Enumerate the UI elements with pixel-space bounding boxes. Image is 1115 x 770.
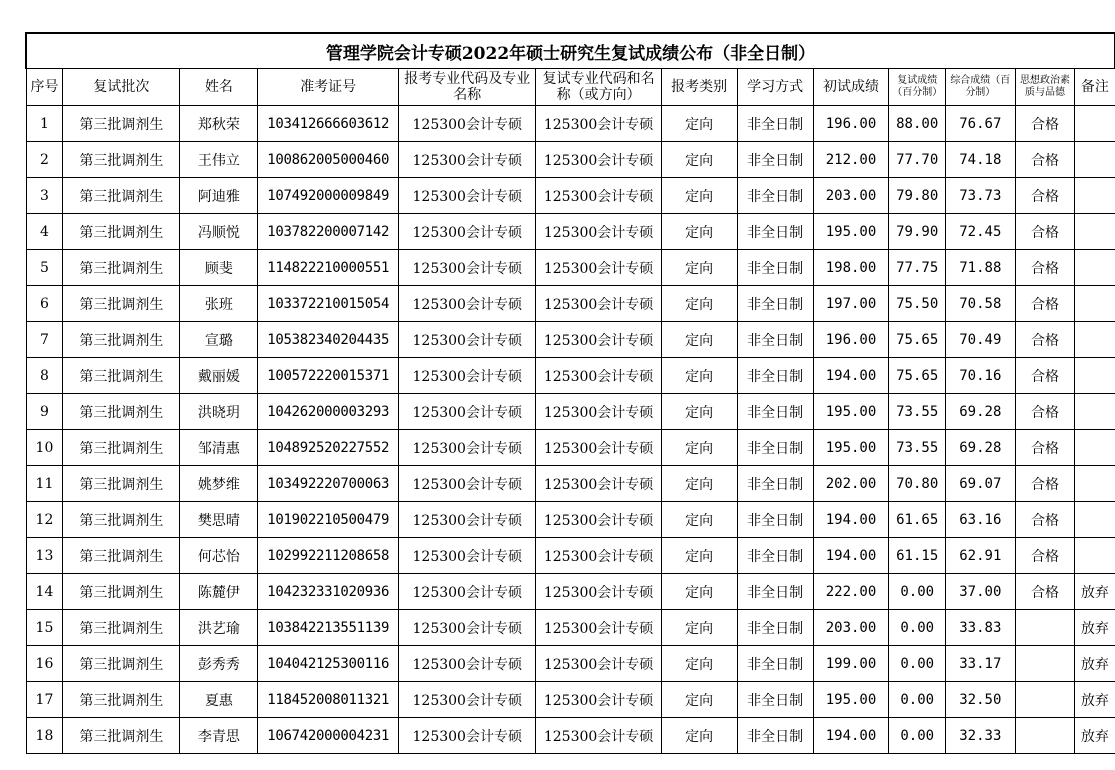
cell-name: 陈麓伊 — [180, 574, 258, 610]
cell-name: 阿迪雅 — [180, 178, 258, 214]
header-politics: 思想政治素质与品德 — [1015, 69, 1075, 106]
cell-total-score: 33.17 — [945, 646, 1015, 682]
table-row — [26, 682, 1115, 718]
cell-initial-score: 195.00 — [813, 214, 889, 250]
cell-category: 定向 — [661, 610, 737, 646]
cell-study-mode: 非全日制 — [737, 610, 813, 646]
cell-total-score: 70.16 — [945, 358, 1015, 394]
cell-retest-score: 0.00 — [889, 718, 945, 754]
cell-retest-major: 125300会计专硕 — [536, 178, 661, 214]
cell-batch: 第三批调剂生 — [63, 358, 180, 394]
cell-seq: 6 — [26, 286, 63, 322]
cell-remark — [1075, 106, 1115, 142]
cell-batch: 第三批调剂生 — [63, 394, 180, 430]
cell-apply-major: 125300会计专硕 — [398, 394, 536, 430]
cell-retest-score: 0.00 — [889, 646, 945, 682]
cell-remark — [1075, 358, 1115, 394]
cell-total-score: 74.18 — [945, 142, 1015, 178]
cell-seq: 2 — [26, 142, 63, 178]
cell-category: 定向 — [661, 574, 737, 610]
cell-seq: 7 — [26, 322, 63, 358]
cell-apply-major: 125300会计专硕 — [398, 574, 536, 610]
cell-retest-major: 125300会计专硕 — [536, 718, 661, 754]
cell-initial-score: 195.00 — [813, 682, 889, 718]
cell-apply-major: 125300会计专硕 — [398, 250, 536, 286]
cell-category: 定向 — [661, 646, 737, 682]
cell-seq: 5 — [26, 250, 63, 286]
table-row — [26, 610, 1115, 646]
cell-retest-major: 125300会计专硕 — [536, 214, 661, 250]
cell-total-score: 32.33 — [945, 718, 1015, 754]
cell-category: 定向 — [661, 106, 737, 142]
cell-retest-major: 125300会计专硕 — [536, 466, 661, 502]
cell-politics: 合格 — [1015, 286, 1075, 322]
results-sheet — [25, 32, 1115, 754]
cell-exam-id: 100862005000460 — [258, 142, 399, 178]
cell-total-score: 69.28 — [945, 394, 1015, 430]
cell-category: 定向 — [661, 322, 737, 358]
cell-apply-major: 125300会计专硕 — [398, 682, 536, 718]
cell-initial-score: 222.00 — [813, 574, 889, 610]
cell-seq: 10 — [26, 430, 63, 466]
cell-study-mode: 非全日制 — [737, 394, 813, 430]
cell-total-score: 69.07 — [945, 466, 1015, 502]
cell-retest-score: 73.55 — [889, 430, 945, 466]
cell-remark — [1075, 502, 1115, 538]
cell-exam-id: 103782200007142 — [258, 214, 399, 250]
cell-study-mode: 非全日制 — [737, 574, 813, 610]
cell-retest-score: 70.80 — [889, 466, 945, 502]
cell-name: 何芯怡 — [180, 538, 258, 574]
cell-retest-score: 77.75 — [889, 250, 945, 286]
table-row — [26, 358, 1115, 394]
header-retest-score: 复试成绩（百分制） — [889, 69, 945, 106]
header-remark: 备注 — [1075, 69, 1115, 106]
cell-apply-major: 125300会计专硕 — [398, 718, 536, 754]
cell-study-mode: 非全日制 — [737, 718, 813, 754]
cell-seq: 4 — [26, 214, 63, 250]
cell-retest-score: 0.00 — [889, 610, 945, 646]
cell-retest-major: 125300会计专硕 — [536, 394, 661, 430]
cell-name: 顾斐 — [180, 250, 258, 286]
cell-apply-major: 125300会计专硕 — [398, 358, 536, 394]
cell-apply-major: 125300会计专硕 — [398, 646, 536, 682]
cell-initial-score: 194.00 — [813, 358, 889, 394]
table-row — [26, 286, 1115, 322]
cell-category: 定向 — [661, 214, 737, 250]
cell-study-mode: 非全日制 — [737, 502, 813, 538]
cell-category: 定向 — [661, 286, 737, 322]
cell-name: 宣璐 — [180, 322, 258, 358]
cell-exam-id: 114822210000551 — [258, 250, 399, 286]
cell-politics: 合格 — [1015, 322, 1075, 358]
cell-apply-major: 125300会计专硕 — [398, 322, 536, 358]
cell-retest-score: 73.55 — [889, 394, 945, 430]
table-row — [26, 250, 1115, 286]
cell-retest-major: 125300会计专硕 — [536, 142, 661, 178]
cell-initial-score: 196.00 — [813, 106, 889, 142]
cell-exam-id: 103372210015054 — [258, 286, 399, 322]
table-row — [26, 142, 1115, 178]
cell-total-score: 72.45 — [945, 214, 1015, 250]
cell-remark: 放弃 — [1075, 574, 1115, 610]
cell-category: 定向 — [661, 358, 737, 394]
cell-apply-major: 125300会计专硕 — [398, 430, 536, 466]
cell-politics: 合格 — [1015, 574, 1075, 610]
table-row — [26, 574, 1115, 610]
results-table — [25, 32, 1115, 754]
cell-seq: 15 — [26, 610, 63, 646]
cell-initial-score: 196.00 — [813, 322, 889, 358]
cell-exam-id: 100572220015371 — [258, 358, 399, 394]
cell-study-mode: 非全日制 — [737, 646, 813, 682]
table-row — [26, 214, 1115, 250]
cell-study-mode: 非全日制 — [737, 142, 813, 178]
cell-category: 定向 — [661, 538, 737, 574]
cell-study-mode: 非全日制 — [737, 214, 813, 250]
cell-retest-score: 0.00 — [889, 682, 945, 718]
cell-batch: 第三批调剂生 — [63, 286, 180, 322]
cell-retest-score: 75.50 — [889, 286, 945, 322]
cell-apply-major: 125300会计专硕 — [398, 214, 536, 250]
cell-retest-score: 88.00 — [889, 106, 945, 142]
cell-study-mode: 非全日制 — [737, 106, 813, 142]
cell-remark: 放弃 — [1075, 682, 1115, 718]
cell-batch: 第三批调剂生 — [63, 430, 180, 466]
cell-name: 张班 — [180, 286, 258, 322]
cell-exam-id: 104892520227552 — [258, 430, 399, 466]
cell-apply-major: 125300会计专硕 — [398, 502, 536, 538]
cell-category: 定向 — [661, 250, 737, 286]
cell-initial-score: 195.00 — [813, 430, 889, 466]
cell-retest-score: 75.65 — [889, 358, 945, 394]
cell-politics: 合格 — [1015, 538, 1075, 574]
cell-category: 定向 — [661, 178, 737, 214]
cell-seq: 16 — [26, 646, 63, 682]
cell-exam-id: 103842213551139 — [258, 610, 399, 646]
cell-retest-major: 125300会计专硕 — [536, 106, 661, 142]
cell-study-mode: 非全日制 — [737, 466, 813, 502]
cell-retest-major: 125300会计专硕 — [536, 286, 661, 322]
cell-study-mode: 非全日制 — [737, 538, 813, 574]
cell-batch: 第三批调剂生 — [63, 502, 180, 538]
cell-exam-id: 104232331020936 — [258, 574, 399, 610]
cell-politics: 合格 — [1015, 430, 1075, 466]
cell-remark — [1075, 142, 1115, 178]
cell-name: 郑秋荣 — [180, 106, 258, 142]
cell-name: 夏惠 — [180, 682, 258, 718]
cell-total-score: 69.28 — [945, 430, 1015, 466]
cell-initial-score: 194.00 — [813, 718, 889, 754]
cell-batch: 第三批调剂生 — [63, 142, 180, 178]
table-row — [26, 394, 1115, 430]
cell-exam-id: 104042125300116 — [258, 646, 399, 682]
cell-seq: 12 — [26, 502, 63, 538]
cell-initial-score: 199.00 — [813, 646, 889, 682]
table-row — [26, 178, 1115, 214]
cell-category: 定向 — [661, 502, 737, 538]
cell-study-mode: 非全日制 — [737, 286, 813, 322]
cell-total-score: 63.16 — [945, 502, 1015, 538]
table-row — [26, 430, 1115, 466]
cell-remark — [1075, 214, 1115, 250]
cell-study-mode: 非全日制 — [737, 430, 813, 466]
cell-exam-id: 102992211208658 — [258, 538, 399, 574]
header-study-mode: 学习方式 — [737, 69, 813, 106]
cell-politics: 合格 — [1015, 142, 1075, 178]
cell-remark: 放弃 — [1075, 718, 1115, 754]
cell-name: 姚梦维 — [180, 466, 258, 502]
table-row — [26, 538, 1115, 574]
cell-category: 定向 — [661, 682, 737, 718]
cell-seq: 13 — [26, 538, 63, 574]
cell-name: 冯顺悦 — [180, 214, 258, 250]
table-header — [26, 69, 1115, 106]
cell-politics: 合格 — [1015, 214, 1075, 250]
cell-apply-major: 125300会计专硕 — [398, 178, 536, 214]
cell-seq: 11 — [26, 466, 63, 502]
cell-seq: 14 — [26, 574, 63, 610]
cell-total-score: 76.67 — [945, 106, 1015, 142]
cell-initial-score: 197.00 — [813, 286, 889, 322]
cell-category: 定向 — [661, 430, 737, 466]
cell-remark — [1075, 538, 1115, 574]
cell-politics: 合格 — [1015, 106, 1075, 142]
cell-initial-score: 203.00 — [813, 610, 889, 646]
cell-initial-score: 194.00 — [813, 538, 889, 574]
cell-batch: 第三批调剂生 — [63, 178, 180, 214]
cell-batch: 第三批调剂生 — [63, 682, 180, 718]
cell-name: 王伟立 — [180, 142, 258, 178]
page-title: 管理学院会计专硕2022年硕士研究生复试成绩公布（非全日制） — [26, 33, 1115, 69]
cell-exam-id: 118452008011321 — [258, 682, 399, 718]
cell-remark: 放弃 — [1075, 610, 1115, 646]
cell-initial-score: 198.00 — [813, 250, 889, 286]
header-apply-major: 报考专业代码及专业名称 — [398, 69, 536, 106]
cell-category: 定向 — [661, 466, 737, 502]
cell-batch: 第三批调剂生 — [63, 214, 180, 250]
cell-batch: 第三批调剂生 — [63, 538, 180, 574]
table-row — [26, 502, 1115, 538]
header-name: 姓名 — [180, 69, 258, 106]
cell-total-score: 70.49 — [945, 322, 1015, 358]
cell-initial-score: 203.00 — [813, 178, 889, 214]
cell-apply-major: 125300会计专硕 — [398, 466, 536, 502]
cell-seq: 8 — [26, 358, 63, 394]
cell-apply-major: 125300会计专硕 — [398, 106, 536, 142]
cell-initial-score: 202.00 — [813, 466, 889, 502]
cell-exam-id: 107492000009849 — [258, 178, 399, 214]
cell-politics: 合格 — [1015, 178, 1075, 214]
cell-batch: 第三批调剂生 — [63, 106, 180, 142]
cell-politics — [1015, 610, 1075, 646]
cell-retest-major: 125300会计专硕 — [536, 322, 661, 358]
cell-politics: 合格 — [1015, 502, 1075, 538]
cell-name: 洪晓玥 — [180, 394, 258, 430]
cell-apply-major: 125300会计专硕 — [398, 610, 536, 646]
cell-politics: 合格 — [1015, 466, 1075, 502]
cell-remark — [1075, 466, 1115, 502]
cell-exam-id: 106742000004231 — [258, 718, 399, 754]
cell-name: 戴丽媛 — [180, 358, 258, 394]
cell-study-mode: 非全日制 — [737, 322, 813, 358]
cell-total-score: 33.83 — [945, 610, 1015, 646]
cell-retest-major: 125300会计专硕 — [536, 538, 661, 574]
cell-batch: 第三批调剂生 — [63, 250, 180, 286]
table-row — [26, 646, 1115, 682]
cell-study-mode: 非全日制 — [737, 358, 813, 394]
cell-total-score: 62.91 — [945, 538, 1015, 574]
cell-retest-score: 61.15 — [889, 538, 945, 574]
cell-seq: 3 — [26, 178, 63, 214]
cell-politics — [1015, 718, 1075, 754]
cell-retest-score: 0.00 — [889, 574, 945, 610]
header-initial-score: 初试成绩 — [813, 69, 889, 106]
cell-retest-score: 79.80 — [889, 178, 945, 214]
cell-initial-score: 195.00 — [813, 394, 889, 430]
cell-batch: 第三批调剂生 — [63, 646, 180, 682]
cell-study-mode: 非全日制 — [737, 682, 813, 718]
cell-seq: 17 — [26, 682, 63, 718]
header-batch: 复试批次 — [63, 69, 180, 106]
header-total-score: 综合成绩（百分制） — [945, 69, 1015, 106]
cell-apply-major: 125300会计专硕 — [398, 142, 536, 178]
cell-remark — [1075, 430, 1115, 466]
cell-study-mode: 非全日制 — [737, 178, 813, 214]
cell-exam-id: 105382340204435 — [258, 322, 399, 358]
cell-total-score: 70.58 — [945, 286, 1015, 322]
cell-exam-id: 101902210500479 — [258, 502, 399, 538]
cell-politics — [1015, 646, 1075, 682]
cell-retest-major: 125300会计专硕 — [536, 358, 661, 394]
cell-study-mode: 非全日制 — [737, 250, 813, 286]
cell-seq: 18 — [26, 718, 63, 754]
cell-batch: 第三批调剂生 — [63, 322, 180, 358]
cell-retest-score: 77.70 — [889, 142, 945, 178]
cell-exam-id: 103492220700063 — [258, 466, 399, 502]
cell-exam-id: 104262000003293 — [258, 394, 399, 430]
cell-batch: 第三批调剂生 — [63, 610, 180, 646]
cell-politics: 合格 — [1015, 358, 1075, 394]
cell-total-score: 32.50 — [945, 682, 1015, 718]
cell-batch: 第三批调剂生 — [63, 718, 180, 754]
cell-batch: 第三批调剂生 — [63, 466, 180, 502]
cell-retest-major: 125300会计专硕 — [536, 574, 661, 610]
cell-name: 洪艺瑜 — [180, 610, 258, 646]
table-body — [26, 106, 1115, 754]
cell-apply-major: 125300会计专硕 — [398, 538, 536, 574]
cell-retest-major: 125300会计专硕 — [536, 682, 661, 718]
cell-politics: 合格 — [1015, 394, 1075, 430]
cell-name: 李青思 — [180, 718, 258, 754]
table-row — [26, 322, 1115, 358]
cell-name: 彭秀秀 — [180, 646, 258, 682]
cell-retest-major: 125300会计专硕 — [536, 250, 661, 286]
cell-remark — [1075, 322, 1115, 358]
cell-initial-score: 194.00 — [813, 502, 889, 538]
cell-retest-score: 79.90 — [889, 214, 945, 250]
cell-seq: 1 — [26, 106, 63, 142]
cell-politics: 合格 — [1015, 250, 1075, 286]
cell-retest-major: 125300会计专硕 — [536, 610, 661, 646]
cell-retest-major: 125300会计专硕 — [536, 646, 661, 682]
cell-remark — [1075, 394, 1115, 430]
table-row — [26, 106, 1115, 142]
cell-retest-score: 75.65 — [889, 322, 945, 358]
header-retest-major: 复试专业代码和名称（或方向） — [536, 69, 661, 106]
cell-retest-score: 61.65 — [889, 502, 945, 538]
header-category: 报考类别 — [661, 69, 737, 106]
cell-initial-score: 212.00 — [813, 142, 889, 178]
cell-remark — [1075, 178, 1115, 214]
table-row — [26, 466, 1115, 502]
cell-remark — [1075, 250, 1115, 286]
cell-name: 邹清惠 — [180, 430, 258, 466]
header-seq: 序号 — [26, 69, 63, 106]
cell-seq: 9 — [26, 394, 63, 430]
table-row — [26, 718, 1115, 754]
cell-name: 樊思晴 — [180, 502, 258, 538]
cell-retest-major: 125300会计专硕 — [536, 502, 661, 538]
cell-category: 定向 — [661, 718, 737, 754]
cell-apply-major: 125300会计专硕 — [398, 286, 536, 322]
cell-category: 定向 — [661, 142, 737, 178]
cell-retest-major: 125300会计专硕 — [536, 430, 661, 466]
cell-exam-id: 103412666603612 — [258, 106, 399, 142]
cell-total-score: 71.88 — [945, 250, 1015, 286]
cell-total-score: 73.73 — [945, 178, 1015, 214]
cell-batch: 第三批调剂生 — [63, 574, 180, 610]
header-exam-id: 准考证号 — [258, 69, 399, 106]
cell-category: 定向 — [661, 394, 737, 430]
cell-remark: 放弃 — [1075, 646, 1115, 682]
cell-remark — [1075, 286, 1115, 322]
cell-politics — [1015, 682, 1075, 718]
cell-total-score: 37.00 — [945, 574, 1015, 610]
